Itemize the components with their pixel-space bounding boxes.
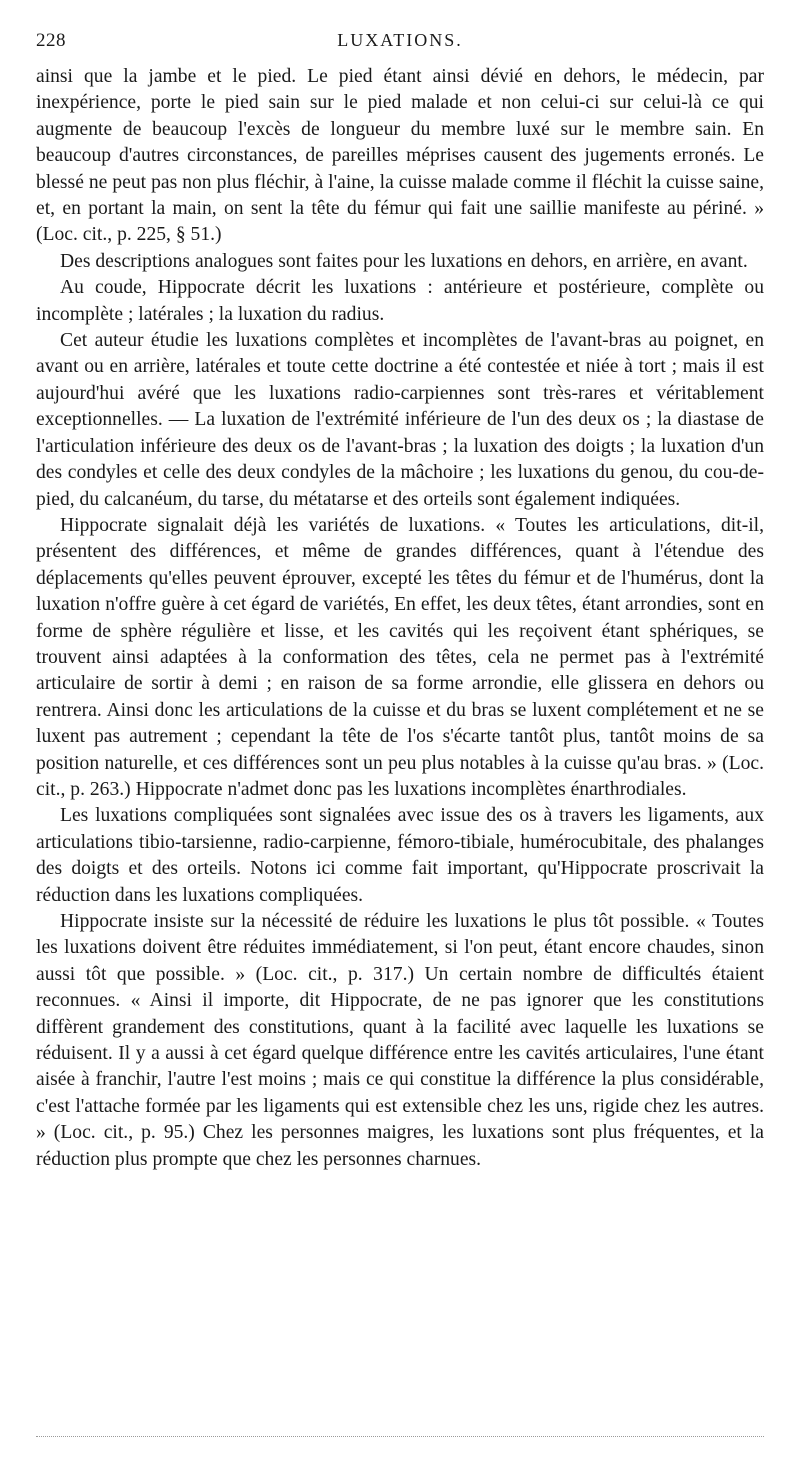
paragraph-continued: ainsi que la jambe et le pied. Le pied étant ainsi dévié en dehors, le médecin, par inexpérience, porte le pied sain sur le pied malade et non celui-ci sur celui-là ce qui augmente de beaucoup l'excès de longueur du membre luxé sur le membre sain. En beaucoup d'autres circonstances, de pareilles méprises causent des jugements erronés. Le blessé ne peut pas non plus fléchir, à l'aine, la cuisse malade comme il fléchit la cuisse saine, et, en portant la main, on sent la tête du fémur qui fait une saillie manifeste au périné. » (Loc. cit., p. 225, § 51.): [36, 66, 764, 246]
body-text: [36, 64, 764, 1173]
page-number: 228: [36, 30, 66, 51]
paragraph: Au coude, Hippocrate décrit les luxations : antérieure et postérieure, complète ou incomplète ; latérales ; la luxation du radius.: [36, 277, 764, 325]
page-header: [36, 30, 764, 58]
paragraph: Hippocrate signalait déjà les variétés de luxations. « Toutes les articulations, dit-il, présentent des différences, et même de grandes différences, quant à l'étendue des déplacements qu'elles peuvent éprouver, excepté les têtes du fémur et de l'humérus, dont la luxation n'offre guère à cet égard de variétés, En effet, les deux têtes, étant arrondies, sont en forme de sphère régulière et lisse, et les cavités qui les reçoivent étant sphériques, se trouvent ainsi adaptées à la conformation des têtes, cela ne permet pas à l'extrémité articulaire de sortir à demi ; en raison de sa forme arrondie, elle glissera en dehors ou rentrera. Ainsi donc les articulations de la cuisse et du bras se luxent complétement et ne se luxent pas autrement ; cependant la tête de l'os s'écarte tantôt plus, tantôt moins de sa position naturelle, et ces différences sont un peu plus notables à la cuisse qu'au bras. » (Loc. cit., p. 263.) Hippocrate n'admet donc pas les luxations incomplètes énarthrodiales.: [36, 514, 764, 800]
running-title: LUXATIONS.: [337, 30, 463, 50]
paragraph: Cet auteur étudie les luxations complètes et incomplètes de l'avant-bras au poignet, en avant ou en arrière, latérales et toute cette doctrine a été contestée et niée à tort ; mais il est aujourd'hui avéré que les luxations radio-carpiennes sont très-rares et véritablement exceptionnelles. — La luxation de l'extrémité inférieure de l'un des deux os ; la diastase de l'articulation inférieure des deux os de l'avant-bras ; la luxation des doigts ; la luxation d'un des condyles et celle des deux condyles de la mâchoire ; les luxations du genou, du cou-de-pied, du calcanéum, du tarse, du métatarse et des orteils sont également indiquées.: [36, 330, 764, 510]
paragraph: Hippocrate insiste sur la nécessité de réduire les luxations le plus tôt possible. « Toutes les luxations doivent être réduites immédiatement, si l'on peut, étant encore chaudes, sinon aussi tôt que possible. » (Loc. cit., p. 317.) Un certain nombre de difficultés étaient reconnues. « Ainsi il importe, dit Hippocrate, de ne pas ignorer que les constitutions diffèrent grandement des constitutions, quant à la facilité avec laquelle les luxations se réduisent. Il y a aussi à cet égard quelque différence entre les cavités articulaires, l'une étant aisée à franchir, l'autre l'est moins ; mais ce qui constitue la différence la plus considérable, c'est l'attache formée par les ligaments qui est extensible chez les uns, rigide chez les autres. » (Loc. cit., p. 95.) Chez les personnes maigres, les luxations sont plus fréquentes, et la réduction plus prompte que chez les personnes charnues.: [36, 911, 764, 1170]
paragraph: Des descriptions analogues sont faites pour les luxations en dehors, en arrière, en avant.: [60, 250, 748, 272]
footer-rule: [36, 1436, 764, 1437]
paragraph: Les luxations compliquées sont signalées avec issue des os à travers les ligaments, aux articulations tibio-tarsienne, radio-carpienne, fémoro-tibiale, humérocubitale, des phalanges des doigts et des orteils. Notons ici comme fait important, qu'Hippocrate proscrivait la réduction dans les luxations compliquées.: [36, 805, 764, 906]
